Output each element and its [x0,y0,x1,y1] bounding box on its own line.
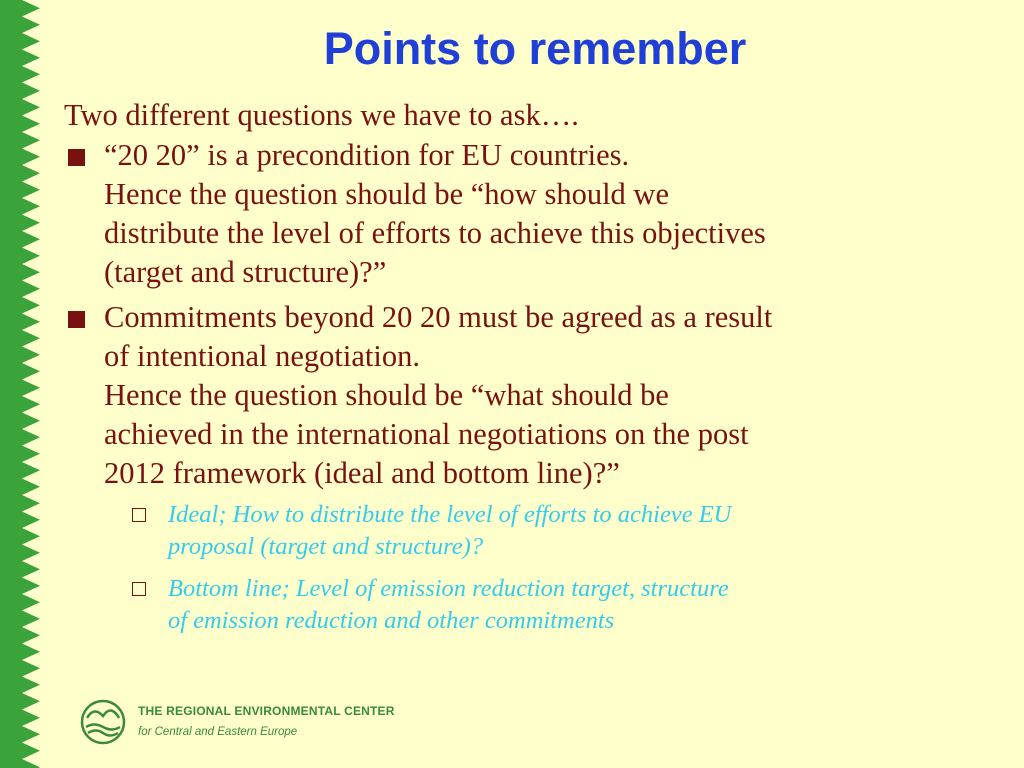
sub-bullet-item [64,573,994,637]
sub-bullet-item [64,499,994,563]
bullet-line: Commitments beyond 20 20 must be agreed as a result [104,300,773,334]
sub-bullet-line: of emission reduction and other commitments [168,607,615,634]
sub-bullet-line: proposal (target and structure)? [168,533,484,560]
bullet-line: Hence the question should be “what should be [104,378,669,412]
slide-title: Points to remember [323,23,747,74]
decorative-zigzag-stripe [0,0,46,768]
bullet-item [64,136,994,292]
hollow-square-bullet-icon [132,582,146,596]
bullet-line: of intentional negotiation. [104,339,420,373]
bullet-line: achieved in the international negotiations on the post [104,417,749,451]
slide-body [64,96,994,647]
square-bullet-icon [68,149,85,166]
bullet-line: “20 20” is a precondition for EU countries. [104,138,630,172]
org-subtitle: for Central and Eastern Europe [138,726,298,738]
intro-text: Two different questions we have to ask…. [64,98,579,132]
sub-bullet-line: Bottom line; Level of emission reduction target, structure [168,575,729,602]
hollow-square-bullet-icon [132,508,146,522]
sub-bullet-line: Ideal; How to distribute the level of efforts to achieve EU [168,501,732,528]
bullet-line: (target and structure)?” [104,255,387,289]
org-name: THE REGIONAL ENVIRONMENTAL CENTER [138,704,395,718]
bullet-line: distribute the level of efforts to achieve this objectives [104,216,766,250]
bullet-line: 2012 framework (ideal and bottom line)?” [104,456,620,490]
bullet-line: Hence the question should be “how should we [104,177,669,211]
square-bullet-icon [68,311,85,328]
rec-logo-icon [78,698,128,746]
bullet-item [64,298,994,493]
